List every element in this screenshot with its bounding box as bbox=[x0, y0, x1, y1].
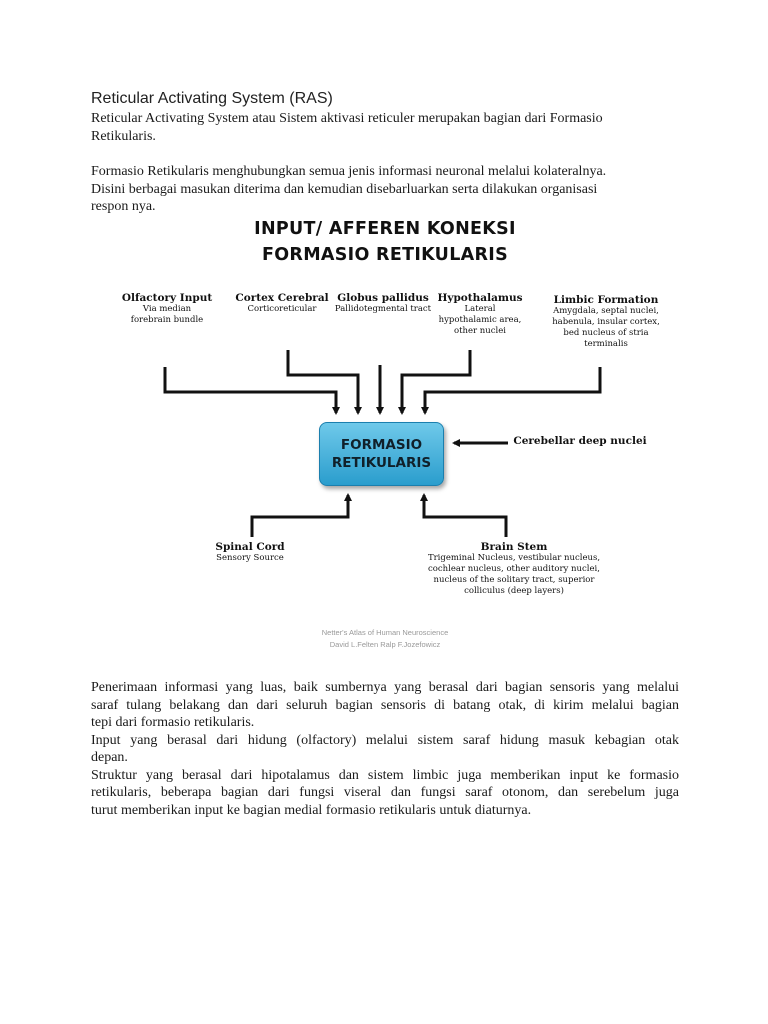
closing-paragraph bbox=[91, 679, 679, 819]
formasio-paragraph bbox=[91, 163, 679, 216]
intro-line: Retikularis. bbox=[91, 128, 156, 144]
closing-line: tepi dari formasio retikularis. bbox=[91, 715, 255, 730]
formasio-line: Formasio Retikularis menghubungkan semua jenis informasi neuronal melalui kolateralnya. bbox=[91, 164, 607, 179]
closing-line: turut memberikan input ke bagian medial formasio retikularis untuk diaturnya. bbox=[91, 802, 532, 818]
source-limbic-sub: Amygdala, septal nuclei, habenula, insular cortex, bed nucleus of stria terminalis bbox=[552, 306, 660, 349]
intro-paragraph bbox=[91, 110, 679, 145]
source-globus-name: Globus pallidus bbox=[337, 292, 429, 304]
source-cerebellar-name: Cerebellar deep nuclei bbox=[513, 435, 647, 447]
source-hypothalamus-sub: Lateral hypothalamic area, other nuclei bbox=[438, 304, 522, 336]
closing-line: retikularis, beberapa bagian dari fungsi viseral dan fungsi saraf otonom, dan serebelum juga bbox=[91, 785, 679, 800]
source-olfactory-sub: Via median forebrain bundle bbox=[130, 304, 204, 325]
formasio-line: respon nya. bbox=[91, 199, 156, 214]
source-cortex-sub: Corticoreticular bbox=[247, 304, 317, 314]
arrow-brainstem bbox=[424, 495, 506, 537]
section-heading: Reticular Activating System (RAS) bbox=[91, 90, 333, 107]
source-spinal-sub: Sensory Source bbox=[216, 553, 284, 563]
afferent-diagram bbox=[90, 215, 680, 655]
center-label-line1: FORMASIO bbox=[340, 437, 423, 453]
closing-line: Struktur yang berasal dari hipotalamus dan sistem limbic juga memberikan input ke formasio bbox=[91, 767, 679, 783]
formasio-line: Disini berbagai masukan diterima dan kemudian disebarluarkan serta dilakukan organisasi bbox=[91, 181, 598, 197]
closing-line: saraf tulang belakang dan dari seluruh bagian sensoris di batang otak, di kirim melalui bagian bbox=[91, 697, 679, 713]
arrow-hypothalamus bbox=[402, 350, 470, 413]
arrow-spinal bbox=[252, 495, 348, 537]
closing-line: Penerimaan informasi yang luas, baik sumbernya yang berasal dari bagian sensoris yang melalui bbox=[91, 680, 679, 695]
closing-line: Input yang berasal dari hidung (olfactory) melalui sistem saraf hidung masuk kebagian otak bbox=[91, 732, 679, 748]
source-globus-sub: Pallidotegmental tract bbox=[334, 304, 432, 314]
source-spinal-name: Spinal Cord bbox=[215, 541, 285, 553]
source-hypothalamus-name: Hypothalamus bbox=[437, 292, 523, 304]
arrow-cortex bbox=[288, 350, 358, 413]
source-olfactory-name: Olfactory Input bbox=[121, 292, 213, 304]
intro-line: Reticular Activating System atau Sistem aktivasi reticuler merupakan bagian dari Formasio bbox=[91, 111, 603, 126]
figure-credit-line1: Netter's Atlas of Human Neuroscience bbox=[321, 628, 449, 637]
source-limbic-name: Limbic Formation bbox=[553, 294, 659, 306]
source-brainstem-sub: Trigeminal Nucleus, vestibular nucleus, cochlear nucleus, other auditory nuclei, nucleus of the solitary tract, superior colliculus (deep layers) bbox=[427, 553, 601, 596]
diagram-title-line2: FORMASIO RETIKULARIS bbox=[262, 245, 508, 265]
source-cortex-name: Cortex Cerebral bbox=[235, 292, 329, 304]
source-brainstem-name: Brain Stem bbox=[480, 541, 548, 553]
figure-credit-line2: David L.Felten Ralp F.Jozefowicz bbox=[329, 640, 441, 649]
diagram-title-line1: INPUT/ AFFEREN KONEKSI bbox=[254, 219, 516, 239]
closing-line: depan. bbox=[91, 750, 128, 765]
center-label-line2: RETIKULARIS bbox=[331, 455, 432, 471]
formasio-retikularis-box bbox=[319, 422, 444, 486]
